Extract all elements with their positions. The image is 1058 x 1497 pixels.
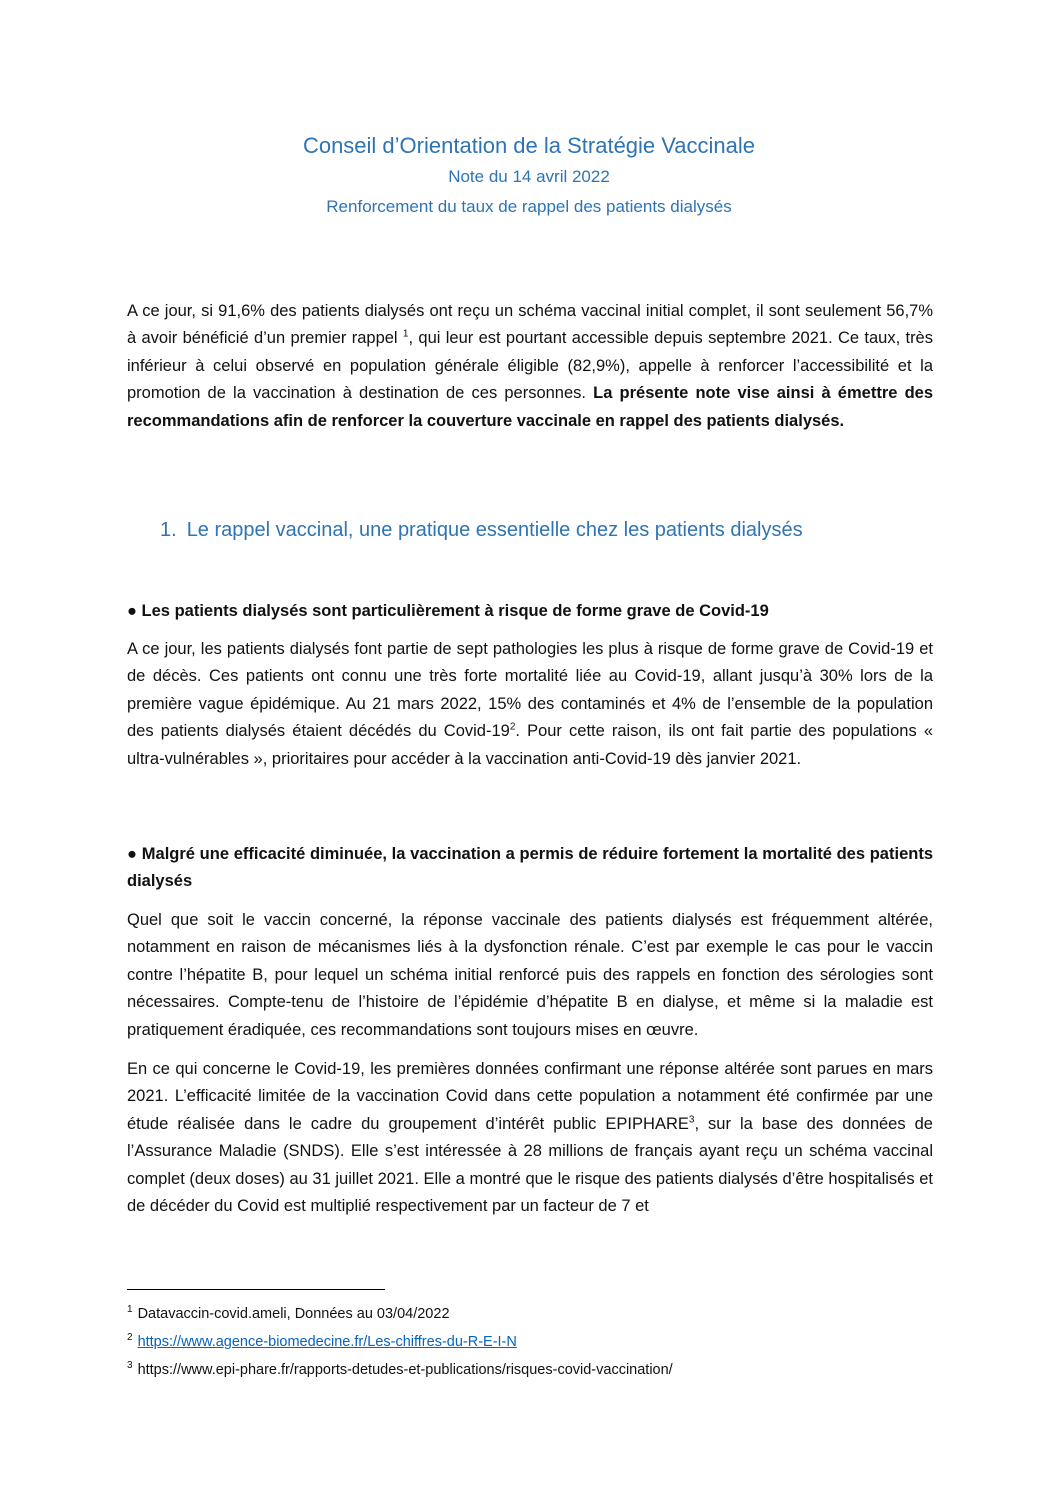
footnote-2-link[interactable]: https://www.agence-biomedecine.fr/Les-chiffres-du-R-E-I-N bbox=[137, 1333, 517, 1350]
footnote-ref-3: 3 bbox=[688, 1114, 695, 1126]
paragraph-vaccine-response: Quel que soit le vaccin concerné, la réponse vaccinale des patients dialysés est fréquemment altérée, notamment en raison de mécanismes liés à la dysfonction rénale. C’est par exemple le cas pour le vaccin contre l’hépatite B, pour lequel un schéma initial renforcé puis des rappels en fonction des sérologies sont nécessaires. Compte-tenu de l’histoire de l’épidémie d’hépatite B en dialyse, et même si la maladie est pratiquement éradiquée, ces recommandations sont toujours mises en œuvre. bbox=[127, 911, 933, 1039]
subheading-1: ● Les patients dialysés sont particulièrement à risque de forme grave de Covid-19 bbox=[127, 602, 769, 620]
intro-paragraph bbox=[127, 298, 933, 435]
footnote-1-text: Datavaccin-covid.ameli, Données au 03/04/2022 bbox=[137, 1305, 450, 1322]
document-title: Conseil d’Orientation de la Stratégie Vaccinale bbox=[302, 133, 756, 158]
intro-text-2: , qui leur est pourtant accessible depuis septembre 2021. Ce taux, très inférieur à celui observé en population générale éligible (82,9%), appelle à renforcer l’accessibilité et la promotion de la vaccination à destination de ces personnes. bbox=[127, 329, 933, 403]
footnote-1 bbox=[127, 1298, 933, 1326]
footnote-3-number: 3 bbox=[127, 1359, 133, 1371]
paragraph-risk-text-1: A ce jour, les patients dialysés font partie de sept pathologies les plus à risque de forme grave de Covid-19 et de décès. Ces patients ont connu une très forte mortalité liée au Covid-19, allant jusqu’à 30% lors de la première vague épidémique. Au 21 mars 2022, 15% des contaminés et 4% de l’ensemble de la population des patients dialysés étaient décédés du Covid-19 bbox=[127, 640, 933, 741]
footnote-1-number: 1 bbox=[127, 1304, 133, 1315]
subheading-2: ● Malgré une efficacité diminuée, la vaccination a permis de réduire fortement la mortalité des patients dialysés bbox=[127, 845, 933, 891]
document-header bbox=[0, 130, 1058, 222]
intro-text-1: A ce jour, si 91,6% des patients dialysés ont reçu un schéma vaccinal initial complet, il sont seulement 56,7% à avoir bénéficié d’un premier rappel bbox=[127, 302, 933, 348]
paragraph-covid-text-2: , sur la base des données de l’Assurance Maladie (SNDS). Elle s’est intéressée à 28 millions de français ayant reçu un schéma vaccinal complet (deux doses) au 31 juillet 2021. Elle a montré que le risque des patients dialysés d’être hospitalisés et de décéder du Covid est multiplié respectivement par un facteur de 7 et bbox=[127, 1114, 933, 1216]
footnotes bbox=[127, 1298, 933, 1381]
footnote-separator bbox=[127, 1289, 385, 1290]
paragraph-risk-text-2: . Pour cette raison, ils ont fait partie des populations « ultra-vulnérables », prioritaires pour accéder à la vaccination anti-Covid-19 dès janvier 2021. bbox=[127, 722, 933, 768]
paragraph-covid-text-1: En ce qui concerne le Covid-19, les premières données confirmant une réponse altérée sont parues en mars 2021. L’efficacité limitée de la vaccination Covid dans cette population a notamment été confirmée par une étude réalisée dans le cadre du groupement d’intérêt public EPIPHARE bbox=[127, 1060, 933, 1133]
footnote-3 bbox=[127, 1354, 933, 1382]
intro-bold-statement: La présente note vise ainsi à émettre des recommandations afin de renforcer la couverture vaccinale en rappel des patients dialysés. bbox=[127, 384, 933, 430]
footnote-2-number: 2 bbox=[127, 1331, 133, 1343]
footnote-2 bbox=[127, 1326, 933, 1354]
section-1-title: Le rappel vaccinal, une pratique essentielle chez les patients dialysés bbox=[186, 519, 803, 541]
document-date: Note du 14 avril 2022 bbox=[448, 167, 610, 186]
footnote-ref-2: 2 bbox=[509, 721, 516, 733]
document-subject: Renforcement du taux de rappel des patients dialysés bbox=[326, 197, 732, 216]
section-1-heading bbox=[160, 515, 803, 545]
section-1-number: 1. bbox=[160, 519, 177, 541]
paragraph-risk bbox=[127, 636, 933, 773]
footnote-ref-1: 1 bbox=[402, 328, 409, 340]
paragraph-covid-data bbox=[127, 1056, 933, 1220]
footnote-3-text: https://www.epi-phare.fr/rapports-detudes-et-publications/risques-covid-vaccination/ bbox=[137, 1361, 673, 1378]
